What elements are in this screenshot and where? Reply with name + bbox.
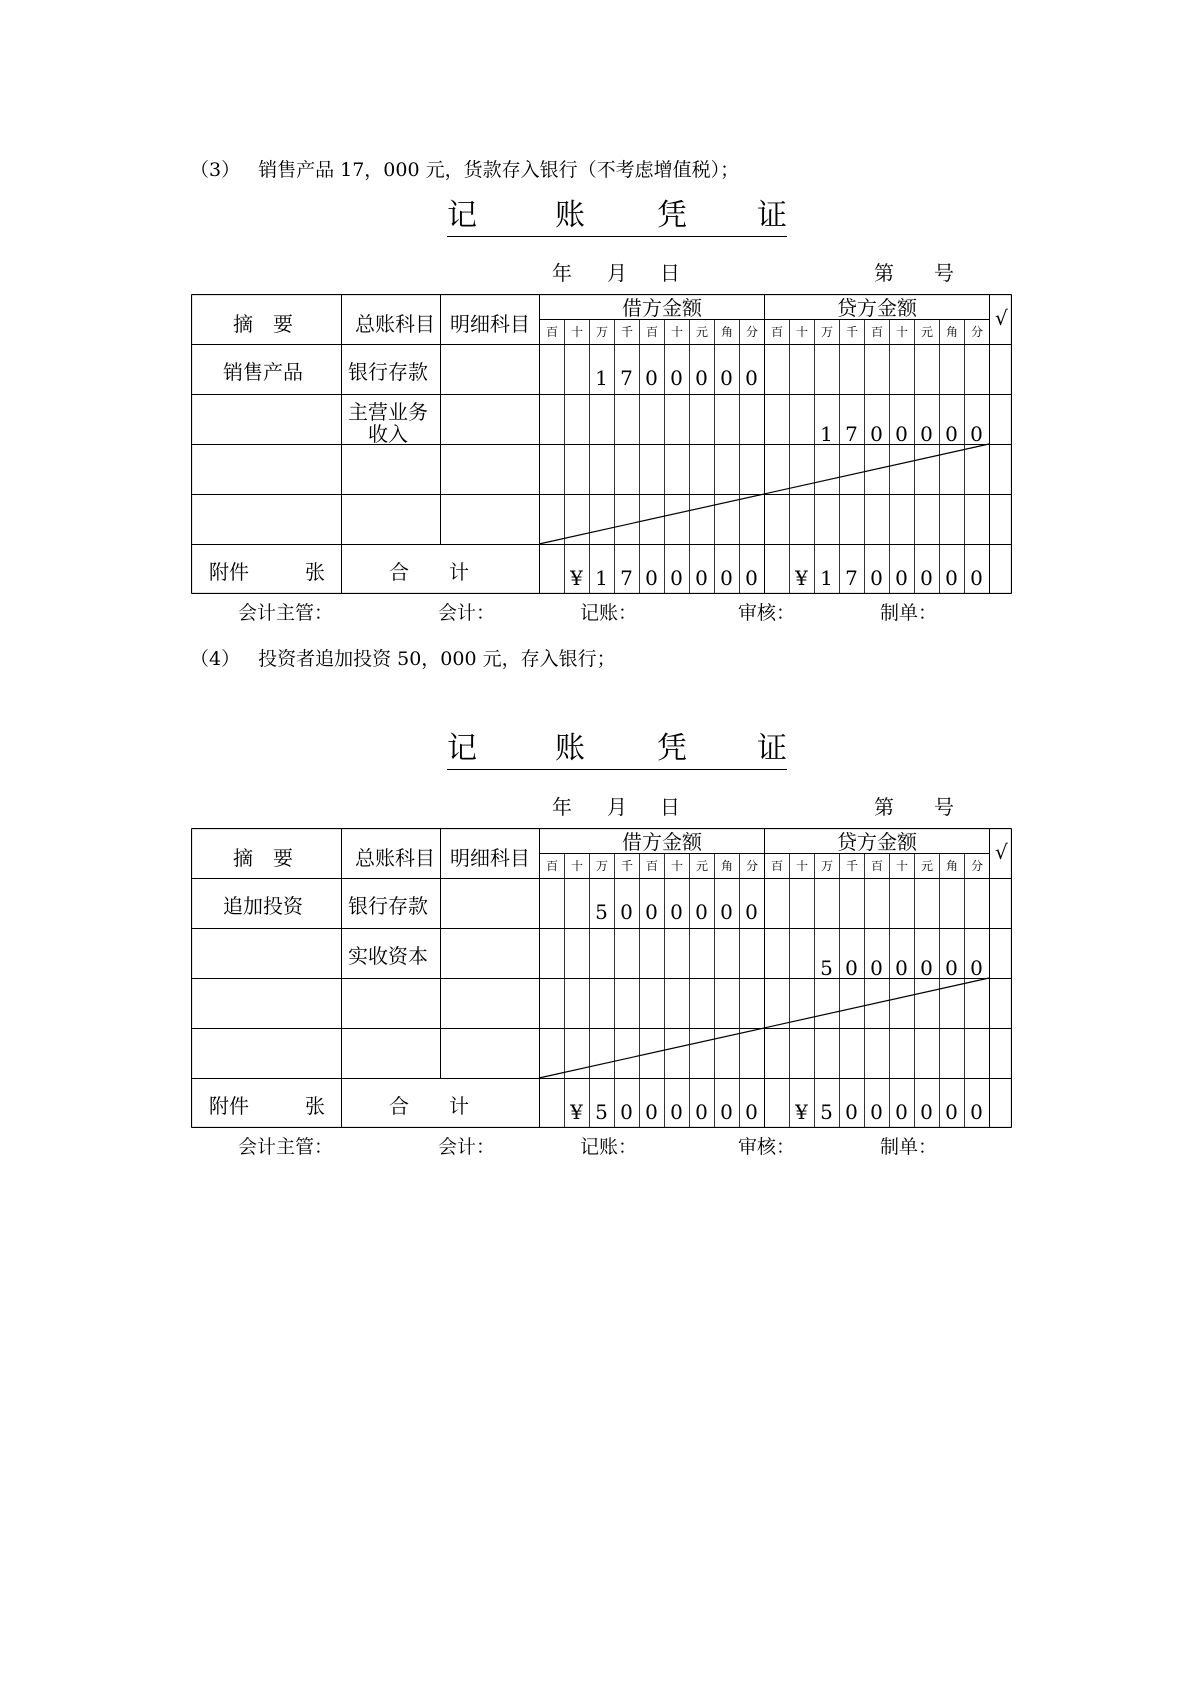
credit-total-digit: 0 bbox=[970, 1100, 983, 1124]
title-char: 证 bbox=[757, 731, 787, 766]
debit-total-digit: 0 bbox=[670, 1100, 683, 1124]
debit-digit: 5 bbox=[595, 900, 608, 924]
unit-label: 万 bbox=[596, 859, 609, 873]
credit-total-digit: 0 bbox=[945, 1100, 958, 1124]
title-char: 记 bbox=[447, 198, 477, 233]
date-day-label: 日 bbox=[660, 261, 680, 285]
credit-total-digit: 5 bbox=[820, 1100, 833, 1124]
unit-label: 角 bbox=[721, 859, 734, 873]
title-char: 凭 bbox=[657, 731, 687, 766]
debit-total-digit: 0 bbox=[695, 1100, 708, 1124]
date-day-label: 日 bbox=[660, 795, 680, 819]
unit-label: 万 bbox=[821, 859, 834, 873]
debit-digit: 0 bbox=[745, 366, 758, 390]
header-summary: 摘 要 bbox=[233, 846, 293, 870]
debit-digit: 0 bbox=[695, 366, 708, 390]
voucher-title bbox=[447, 733, 787, 770]
debit-digit: 0 bbox=[695, 900, 708, 924]
title-char: 账 bbox=[555, 198, 585, 233]
credit-total-digit: 0 bbox=[845, 1100, 858, 1124]
debit-total-digit: 0 bbox=[645, 566, 658, 590]
problem-number: （3） bbox=[190, 159, 241, 181]
unit-label: 分 bbox=[746, 859, 759, 873]
header-check: √ bbox=[995, 306, 1008, 330]
unit-label: 百 bbox=[771, 859, 784, 873]
credit-digit: 0 bbox=[920, 956, 933, 980]
row-summary: 销售产品 bbox=[223, 360, 303, 384]
voucher-number-prefix: 第 bbox=[874, 795, 894, 819]
unit-label: 千 bbox=[846, 859, 859, 873]
row-summary: 追加投资 bbox=[223, 894, 303, 918]
credit-total-digit: 0 bbox=[895, 566, 908, 590]
unit-label: 千 bbox=[621, 859, 634, 873]
title-char: 证 bbox=[757, 198, 787, 233]
unit-label: 分 bbox=[971, 859, 984, 873]
debit-digit: 7 bbox=[620, 366, 633, 390]
unit-label: 百 bbox=[771, 325, 784, 339]
title-char: 凭 bbox=[657, 198, 687, 233]
debit-total-digit: 5 bbox=[595, 1100, 608, 1124]
problem-number: （4） bbox=[190, 648, 241, 670]
date-year-label: 年 bbox=[552, 795, 572, 819]
credit-total-digit: 0 bbox=[870, 566, 883, 590]
credit-total-digit: 0 bbox=[920, 566, 933, 590]
unit-label: 十 bbox=[796, 859, 809, 873]
row-general-account: 收入 bbox=[368, 422, 408, 446]
debit-total-digit: 0 bbox=[720, 1100, 733, 1124]
debit-total-digit: 7 bbox=[620, 566, 633, 590]
unit-label: 元 bbox=[696, 859, 709, 873]
footer-preparer: 制单： bbox=[880, 1136, 938, 1158]
debit-digit: 0 bbox=[670, 900, 683, 924]
header-debit: 借方金额 bbox=[622, 830, 702, 854]
credit-total-digit: 0 bbox=[945, 566, 958, 590]
credit-total-digit: ¥ bbox=[795, 1100, 808, 1124]
debit-total-digit: 0 bbox=[620, 1100, 633, 1124]
debit-total-digit: 0 bbox=[745, 566, 758, 590]
attachments-label: 附件 bbox=[209, 1094, 249, 1118]
problem-text: 投资者追加投资 50，000 元，存入银行； bbox=[258, 648, 616, 670]
voucher-table bbox=[191, 294, 1012, 594]
voucher-number-suffix: 号 bbox=[934, 261, 954, 285]
debit-digit: 0 bbox=[720, 366, 733, 390]
unit-label: 十 bbox=[896, 859, 909, 873]
unit-label: 十 bbox=[896, 325, 909, 339]
header-general-account: 总账科目 bbox=[355, 312, 435, 336]
unit-label: 千 bbox=[846, 325, 859, 339]
attachments-unit: 张 bbox=[305, 1094, 325, 1118]
total-label: 合 计 bbox=[389, 560, 469, 584]
header-detail-account: 明细科目 bbox=[450, 846, 530, 870]
title-char: 账 bbox=[555, 731, 585, 766]
credit-digit: 7 bbox=[845, 422, 858, 446]
debit-total-digit: 1 bbox=[595, 566, 608, 590]
unit-label: 百 bbox=[546, 325, 559, 339]
footer-bookkeeper: 记账： bbox=[580, 1136, 638, 1158]
credit-digit: 0 bbox=[920, 422, 933, 446]
credit-total-digit: 7 bbox=[845, 566, 858, 590]
credit-digit: 0 bbox=[870, 422, 883, 446]
debit-total-digit: ¥ bbox=[570, 1100, 583, 1124]
unit-label: 十 bbox=[671, 325, 684, 339]
voucher-table bbox=[191, 828, 1012, 1128]
credit-total-digit: 0 bbox=[920, 1100, 933, 1124]
row-general-account: 银行存款 bbox=[348, 360, 428, 384]
credit-total-digit: 0 bbox=[870, 1100, 883, 1124]
unit-label: 万 bbox=[596, 325, 609, 339]
credit-total-digit: 0 bbox=[895, 1100, 908, 1124]
debit-digit: 0 bbox=[670, 366, 683, 390]
footer-reviewer: 审核： bbox=[738, 602, 796, 624]
debit-total-digit: 0 bbox=[670, 566, 683, 590]
debit-total-digit: ¥ bbox=[570, 566, 583, 590]
unit-label: 十 bbox=[796, 325, 809, 339]
footer-bookkeeper: 记账： bbox=[580, 602, 638, 624]
unit-label: 百 bbox=[871, 325, 884, 339]
footer-accountant: 会计： bbox=[438, 1136, 496, 1158]
credit-digit: 0 bbox=[945, 422, 958, 446]
unit-label: 元 bbox=[921, 325, 934, 339]
header-check: √ bbox=[995, 840, 1008, 864]
unit-label: 十 bbox=[571, 325, 584, 339]
debit-digit: 0 bbox=[745, 900, 758, 924]
footer-chief: 会计主管： bbox=[238, 602, 334, 624]
row-general-account: 主营业务 bbox=[348, 400, 428, 424]
unit-label: 十 bbox=[671, 859, 684, 873]
problem-4 bbox=[190, 644, 616, 671]
credit-digit: 0 bbox=[945, 956, 958, 980]
unit-label: 角 bbox=[721, 325, 734, 339]
voucher-title bbox=[447, 200, 787, 237]
total-label: 合 计 bbox=[389, 1094, 469, 1118]
header-credit: 贷方金额 bbox=[837, 830, 917, 854]
voucher-number-prefix: 第 bbox=[874, 261, 894, 285]
footer-preparer: 制单： bbox=[880, 602, 938, 624]
credit-total-digit: 0 bbox=[970, 566, 983, 590]
header-general-account: 总账科目 bbox=[355, 846, 435, 870]
unit-label: 角 bbox=[946, 325, 959, 339]
unit-label: 十 bbox=[571, 859, 584, 873]
problem-3 bbox=[190, 155, 739, 182]
debit-total-digit: 0 bbox=[645, 1100, 658, 1124]
unit-label: 千 bbox=[621, 325, 634, 339]
date-month-label: 月 bbox=[607, 795, 627, 819]
debit-total-digit: 0 bbox=[695, 566, 708, 590]
unit-label: 元 bbox=[696, 325, 709, 339]
header-summary: 摘 要 bbox=[233, 312, 293, 336]
header-detail-account: 明细科目 bbox=[450, 312, 530, 336]
debit-digit: 0 bbox=[645, 900, 658, 924]
header-debit: 借方金额 bbox=[622, 296, 702, 320]
unit-label: 角 bbox=[946, 859, 959, 873]
voucher-number-suffix: 号 bbox=[934, 795, 954, 819]
credit-digit: 1 bbox=[820, 422, 833, 446]
unit-label: 元 bbox=[921, 859, 934, 873]
row-general-account: 银行存款 bbox=[348, 894, 428, 918]
credit-digit: 0 bbox=[870, 956, 883, 980]
footer-chief: 会计主管： bbox=[238, 1136, 334, 1158]
unit-label: 百 bbox=[546, 859, 559, 873]
credit-digit: 0 bbox=[970, 956, 983, 980]
problem-text: 销售产品 17，000 元，货款存入银行（不考虑增值税）； bbox=[258, 159, 740, 181]
credit-digit: 0 bbox=[970, 422, 983, 446]
date-month-label: 月 bbox=[607, 261, 627, 285]
unit-label: 百 bbox=[646, 325, 659, 339]
row-general-account: 实收资本 bbox=[348, 944, 428, 968]
footer-reviewer: 审核： bbox=[738, 1136, 796, 1158]
debit-digit: 1 bbox=[595, 366, 608, 390]
credit-total-digit: 1 bbox=[820, 566, 833, 590]
footer-accountant: 会计： bbox=[438, 602, 496, 624]
attachments-unit: 张 bbox=[305, 560, 325, 584]
credit-digit: 5 bbox=[820, 956, 833, 980]
unit-label: 百 bbox=[646, 859, 659, 873]
unit-label: 分 bbox=[746, 325, 759, 339]
debit-digit: 0 bbox=[720, 900, 733, 924]
attachments-label: 附件 bbox=[209, 560, 249, 584]
debit-digit: 0 bbox=[645, 366, 658, 390]
credit-digit: 0 bbox=[895, 422, 908, 446]
unit-label: 百 bbox=[871, 859, 884, 873]
credit-total-digit: ¥ bbox=[795, 566, 808, 590]
debit-total-digit: 0 bbox=[745, 1100, 758, 1124]
debit-digit: 0 bbox=[620, 900, 633, 924]
credit-digit: 0 bbox=[895, 956, 908, 980]
credit-digit: 0 bbox=[845, 956, 858, 980]
date-year-label: 年 bbox=[552, 261, 572, 285]
unit-label: 分 bbox=[971, 325, 984, 339]
debit-total-digit: 0 bbox=[720, 566, 733, 590]
title-char: 记 bbox=[447, 731, 477, 766]
header-credit: 贷方金额 bbox=[837, 296, 917, 320]
unit-label: 万 bbox=[821, 325, 834, 339]
